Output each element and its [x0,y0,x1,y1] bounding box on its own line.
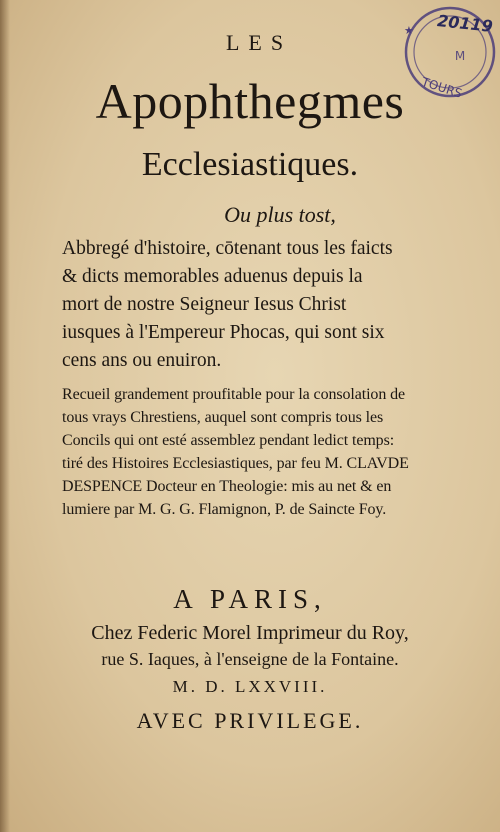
description-line: tous vrays Chrestiens, auquel sont compris tous les [62,409,384,426]
shelfmark-sub: M [454,49,466,63]
stamp-city: TOURS [419,74,464,101]
summary-line: iusques à l'Empereur Phocas, qui sont six [62,322,385,343]
imprint-printer: Chez Federic Morel Imprimeur du Roy, [91,622,409,644]
description-line: lumiere par M. G. G. Flamignon, P. de Saincte Foy. [62,501,387,518]
description-line: DESPENCE Docteur en Theologie: mis au net & en [62,478,392,495]
description-line: Recueil grandement proufitable pour la consolation de [62,386,406,403]
summary-line: Abbregé d'histoire, cōtenant tous les faicts [62,238,393,259]
title-main: Apophthegmes [95,73,405,129]
shelfmark-number: 20119 [436,11,494,36]
subtitle: Ou plus tost, [224,202,336,227]
summary-line: mort de nostre Seigneur Iesus Christ [62,294,347,315]
privilege-notice: AVEC PRIVILEGE. [136,708,364,733]
imprint-year: M. D. LXXVIII. [172,677,328,696]
title-second: Ecclesiastiques. [141,146,359,183]
description-line: tiré des Histoires Ecclesiastiques, par feu M. CLAVDE [62,455,409,472]
title-les: LES [225,30,293,55]
summary-line: & dicts memorables aduenus depuis la [62,266,363,287]
stamp-star: ★ [404,24,414,37]
imprint-city: A PARIS, [173,584,327,614]
description-line: Concils qui ont esté assemblez pendant ledict temps: [62,432,395,449]
summary-line: cens ans ou enuiron. [62,350,222,371]
imprint-address: rue S. Iaques, à l'enseigne de la Fontaine. [101,649,399,669]
